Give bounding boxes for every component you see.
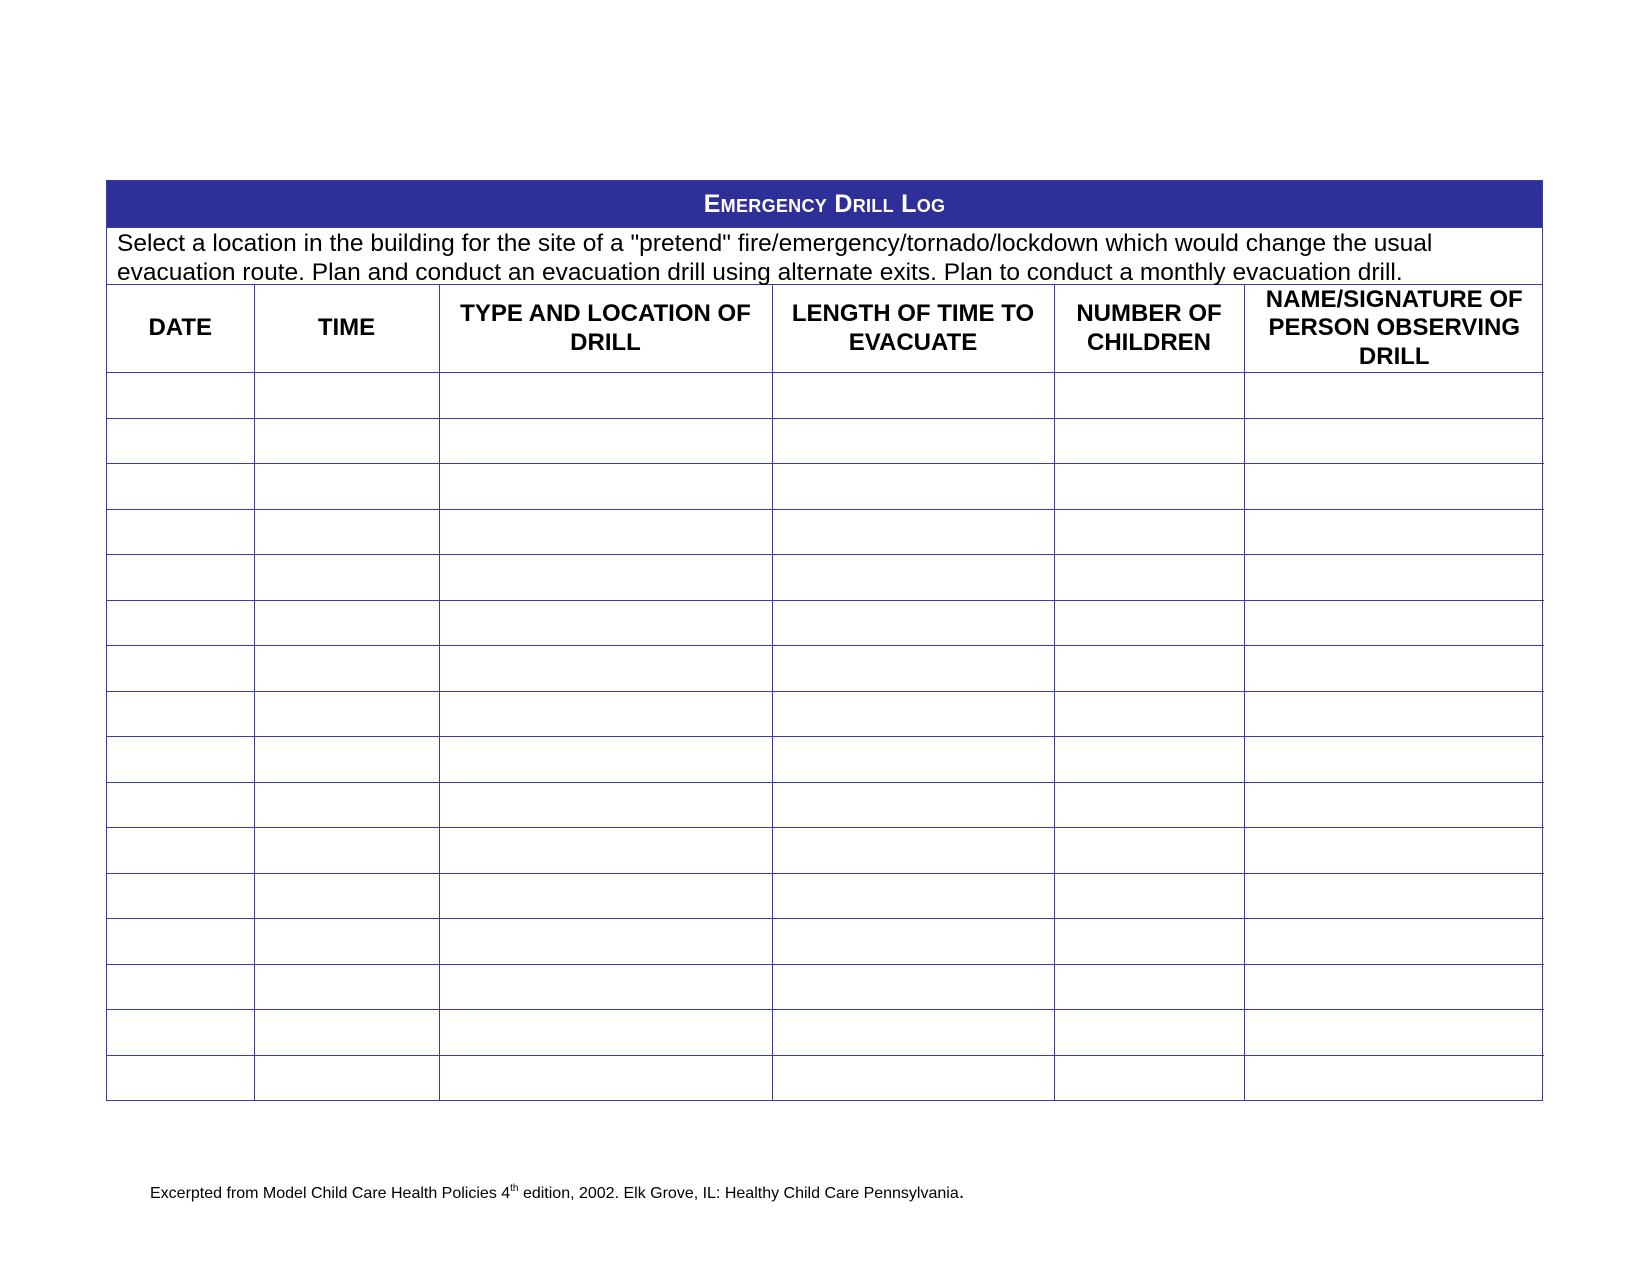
- number-of-children-cell[interactable]: [1054, 509, 1244, 555]
- time-cell[interactable]: [254, 1055, 439, 1100]
- number-of-children-cell[interactable]: [1054, 919, 1244, 965]
- observer-signature-cell[interactable]: [1244, 555, 1544, 601]
- type-location-cell[interactable]: [439, 919, 772, 965]
- observer-signature-cell[interactable]: [1244, 600, 1544, 646]
- citation-superscript: th: [510, 1183, 519, 1194]
- type-location-cell[interactable]: [439, 555, 772, 601]
- number-of-children-cell[interactable]: [1054, 782, 1244, 828]
- table-row: [107, 691, 1544, 737]
- type-location-cell[interactable]: [439, 418, 772, 464]
- length-of-time-cell[interactable]: [772, 1055, 1054, 1100]
- table-row: [107, 464, 1544, 510]
- type-location-cell[interactable]: [439, 509, 772, 555]
- table-row: [107, 782, 1544, 828]
- date-cell[interactable]: [107, 600, 254, 646]
- observer-signature-cell[interactable]: [1244, 373, 1544, 419]
- date-cell[interactable]: [107, 691, 254, 737]
- length-of-time-cell[interactable]: [772, 828, 1054, 874]
- table-row: [107, 964, 1544, 1010]
- length-of-time-cell[interactable]: [772, 509, 1054, 555]
- number-of-children-cell[interactable]: [1054, 600, 1244, 646]
- time-cell[interactable]: [254, 873, 439, 919]
- number-of-children-cell[interactable]: [1054, 828, 1244, 874]
- number-of-children-cell[interactable]: [1054, 1010, 1244, 1056]
- observer-signature-cell[interactable]: [1244, 964, 1544, 1010]
- number-of-children-cell[interactable]: [1054, 555, 1244, 601]
- time-cell[interactable]: [254, 737, 439, 783]
- type-location-cell[interactable]: [439, 964, 772, 1010]
- table-row: [107, 919, 1544, 965]
- length-of-time-cell[interactable]: [772, 873, 1054, 919]
- table-row: [107, 873, 1544, 919]
- length-of-time-cell[interactable]: [772, 691, 1054, 737]
- table-row: [107, 555, 1544, 601]
- citation-end-mark: .: [958, 1181, 965, 1203]
- time-cell[interactable]: [254, 464, 439, 510]
- form-title: Emergency Drill Log: [107, 181, 1542, 228]
- time-cell[interactable]: [254, 1010, 439, 1056]
- length-of-time-cell[interactable]: [772, 646, 1054, 692]
- column-header-number-of-children: NUMBER OF CHILDREN: [1054, 285, 1244, 373]
- time-cell[interactable]: [254, 782, 439, 828]
- time-cell[interactable]: [254, 691, 439, 737]
- time-cell[interactable]: [254, 373, 439, 419]
- observer-signature-cell[interactable]: [1244, 919, 1544, 965]
- observer-signature-cell[interactable]: [1244, 418, 1544, 464]
- observer-signature-cell[interactable]: [1244, 464, 1544, 510]
- number-of-children-cell[interactable]: [1054, 873, 1244, 919]
- length-of-time-cell[interactable]: [772, 919, 1054, 965]
- header-row: [107, 285, 1544, 373]
- table-row: [107, 418, 1544, 464]
- date-cell[interactable]: [107, 464, 254, 510]
- length-of-time-cell[interactable]: [772, 464, 1054, 510]
- number-of-children-cell[interactable]: [1054, 373, 1244, 419]
- table-body: [107, 373, 1544, 1101]
- date-cell[interactable]: [107, 919, 254, 965]
- date-cell[interactable]: [107, 418, 254, 464]
- table-row: [107, 646, 1544, 692]
- observer-signature-cell[interactable]: [1244, 691, 1544, 737]
- date-cell[interactable]: [107, 737, 254, 783]
- table-row: [107, 509, 1544, 555]
- type-location-cell[interactable]: [439, 873, 772, 919]
- type-location-cell[interactable]: [439, 737, 772, 783]
- type-location-cell[interactable]: [439, 828, 772, 874]
- number-of-children-cell[interactable]: [1054, 1055, 1244, 1100]
- table-row: [107, 373, 1544, 419]
- time-cell[interactable]: [254, 919, 439, 965]
- observer-signature-cell[interactable]: [1244, 646, 1544, 692]
- date-cell[interactable]: [107, 509, 254, 555]
- number-of-children-cell[interactable]: [1054, 418, 1244, 464]
- length-of-time-cell[interactable]: [772, 1010, 1054, 1056]
- table-row: [107, 828, 1544, 874]
- length-of-time-cell[interactable]: [772, 964, 1054, 1010]
- citation-text: Excerpted from Model Child Care Health Policies 4: [150, 1185, 511, 1202]
- citation-text-continued: edition, 2002. Elk Grove, IL: Healthy Child Care Pennsylvania: [518, 1185, 959, 1202]
- date-cell[interactable]: [107, 828, 254, 874]
- length-of-time-cell[interactable]: [772, 418, 1054, 464]
- length-of-time-cell[interactable]: [772, 737, 1054, 783]
- type-location-cell[interactable]: [439, 464, 772, 510]
- drill-log-form: [106, 180, 1543, 1101]
- observer-signature-cell[interactable]: [1244, 828, 1544, 874]
- date-cell[interactable]: [107, 373, 254, 419]
- observer-signature-cell[interactable]: [1244, 509, 1544, 555]
- number-of-children-cell[interactable]: [1054, 646, 1244, 692]
- number-of-children-cell[interactable]: [1054, 691, 1244, 737]
- time-cell[interactable]: [254, 646, 439, 692]
- date-cell[interactable]: [107, 873, 254, 919]
- time-cell[interactable]: [254, 418, 439, 464]
- date-cell[interactable]: [107, 646, 254, 692]
- table-row: [107, 1055, 1544, 1100]
- number-of-children-cell[interactable]: [1054, 737, 1244, 783]
- observer-signature-cell[interactable]: [1244, 782, 1544, 828]
- date-cell[interactable]: [107, 782, 254, 828]
- time-cell[interactable]: [254, 555, 439, 601]
- date-cell[interactable]: [107, 555, 254, 601]
- type-location-cell[interactable]: [439, 691, 772, 737]
- time-cell[interactable]: [254, 600, 439, 646]
- observer-signature-cell[interactable]: [1244, 1010, 1544, 1056]
- length-of-time-cell[interactable]: [772, 373, 1054, 419]
- length-of-time-cell[interactable]: [772, 600, 1054, 646]
- type-location-cell[interactable]: [439, 1010, 772, 1056]
- drill-log-table: [107, 285, 1544, 1100]
- number-of-children-cell[interactable]: [1054, 964, 1244, 1010]
- type-location-cell[interactable]: [439, 782, 772, 828]
- source-citation: [150, 1181, 964, 1204]
- observer-signature-cell[interactable]: [1244, 1055, 1544, 1100]
- time-cell[interactable]: [254, 964, 439, 1010]
- column-header-type-location: TYPE AND LOCATION OF DRILL: [439, 285, 772, 373]
- column-header-observer-signature: NAME/SIGNATURE OF PERSON OBSERVING DRILL: [1244, 285, 1544, 373]
- type-location-cell[interactable]: [439, 373, 772, 419]
- table-row: [107, 1010, 1544, 1056]
- observer-signature-cell[interactable]: [1244, 873, 1544, 919]
- date-cell[interactable]: [107, 1010, 254, 1056]
- form-instructions: Select a location in the building for the site of a "pretend" fire/emergency/tornado/lockdown which would change the usual evacuation route. Plan and conduct an evacuation drill using alternate exits. Plan to conduct a monthly evacuation drill.: [107, 228, 1542, 285]
- time-cell[interactable]: [254, 509, 439, 555]
- table-row: [107, 600, 1544, 646]
- table-row: [107, 737, 1544, 783]
- column-header-date: DATE: [107, 285, 254, 373]
- observer-signature-cell[interactable]: [1244, 737, 1544, 783]
- type-location-cell[interactable]: [439, 1055, 772, 1100]
- column-header-time: TIME: [254, 285, 439, 373]
- type-location-cell[interactable]: [439, 646, 772, 692]
- length-of-time-cell[interactable]: [772, 555, 1054, 601]
- column-header-length-of-time: LENGTH OF TIME TO EVACUATE: [772, 285, 1054, 373]
- length-of-time-cell[interactable]: [772, 782, 1054, 828]
- time-cell[interactable]: [254, 828, 439, 874]
- date-cell[interactable]: [107, 964, 254, 1010]
- type-location-cell[interactable]: [439, 600, 772, 646]
- date-cell[interactable]: [107, 1055, 254, 1100]
- number-of-children-cell[interactable]: [1054, 464, 1244, 510]
